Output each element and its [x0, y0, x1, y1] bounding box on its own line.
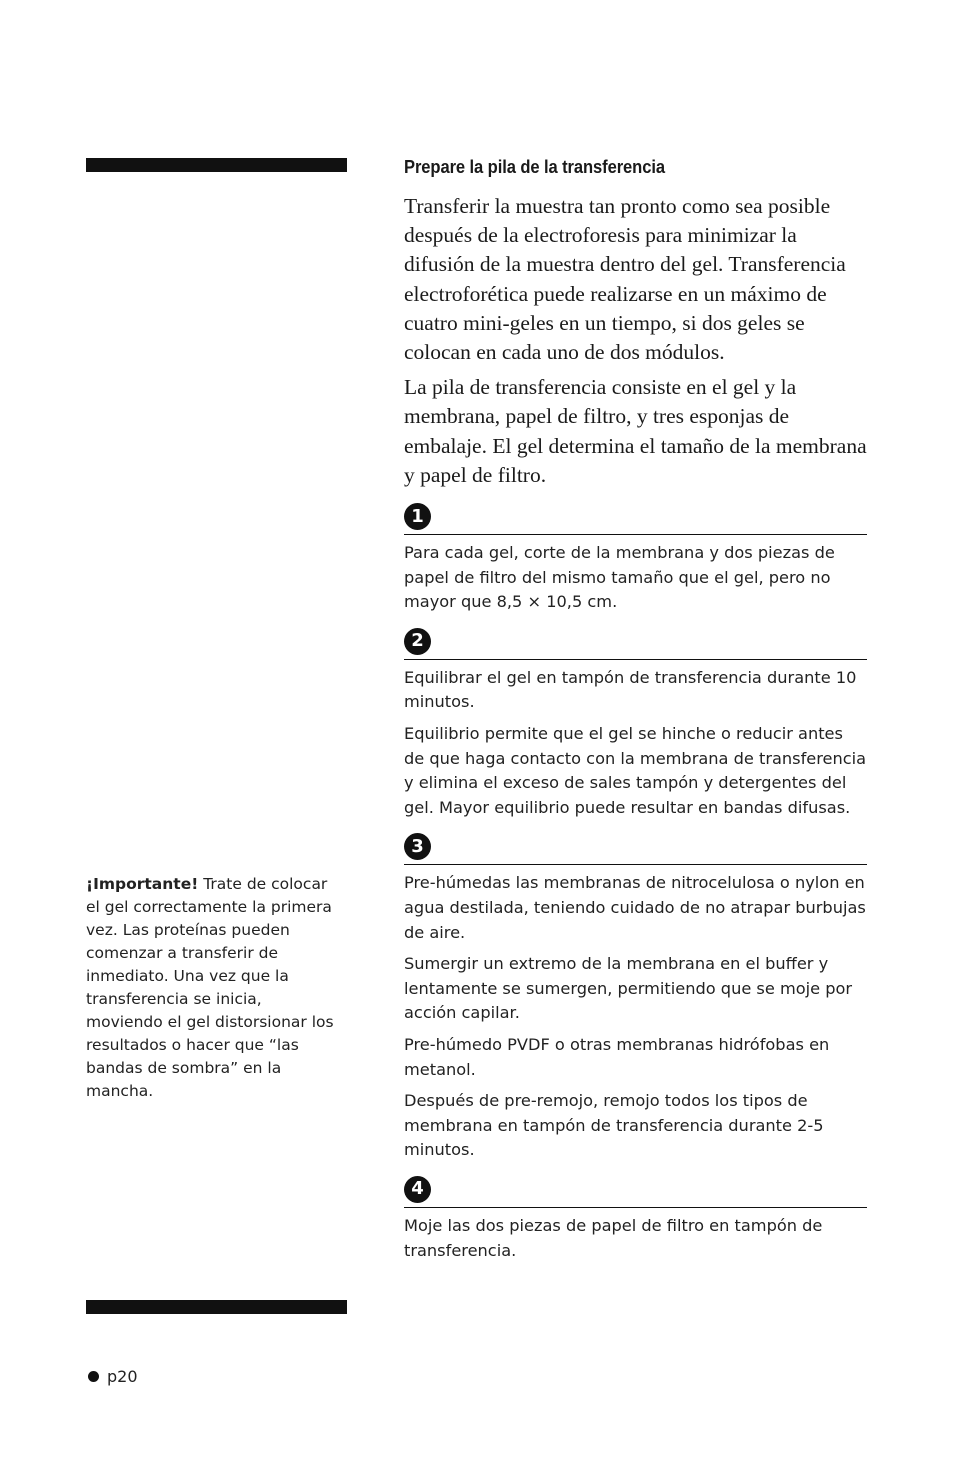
step-1: [404, 500, 867, 615]
main-content: [404, 154, 867, 1263]
step-body: [404, 871, 867, 1163]
important-label: ¡Importante!: [86, 875, 199, 893]
step-number-badge: 1: [404, 503, 431, 530]
step-paragraph: Sumergir un extremo de la membrana en el buffer y lentamente se sumergen, permitiendo que se moje por acción capilar.: [404, 954, 853, 1023]
step-4: [404, 1173, 867, 1263]
step-header: [404, 500, 867, 535]
step-paragraph: Equilibrar el gel en tampón de transferencia durante 10 minutos.: [404, 667, 857, 712]
step-paragraph: Pre-húmedo PVDF o otras membranas hidrófobas en metanol.: [404, 1034, 830, 1079]
step-header: [404, 625, 867, 660]
step-body: [404, 666, 867, 821]
important-text: Trate de colocar el gel correctamente la primera vez. Las proteínas pueden comenzar a transferir de inmediato. Una vez que la transferencia se inicia, moviendo el gel distorsionar los resultados o hacer que “las bandas de sombra” en la mancha.: [86, 875, 334, 1100]
step-number-badge: 3: [404, 833, 431, 860]
step-paragraph: Equilibrio permite que el gel se hinche o reducir antes de que haga contacto con la membrana de transferencia y elimina el exceso de sales tampón y detergentes del gel. Mayor equilibrio puede resultar en bandas difusas.: [404, 724, 867, 817]
step-number-badge: 2: [404, 628, 431, 655]
step-2: [404, 625, 867, 821]
sidebar-rule-bottom: [86, 1300, 347, 1314]
step-paragraph: Pre-húmedas las membranas de nitrocelulosa o nylon en agua destilada, teniendo cuidado de no atrapar burbujas de aire.: [404, 873, 866, 942]
step-paragraph: Moje las dos piezas de papel de filtro en tampón de transferencia.: [404, 1215, 823, 1260]
page-footer: [88, 1367, 138, 1386]
intro-paragraph-1: Transferir la muestra tan pronto como sea posible después de la electroforesis para minimizar la difusión de la muestra dentro del gel. Transferencia electroforética puede realizarse en un máximo de cuatro mini-geles en un tiempo, si dos geles se colocan en cada uno de dos módulos.: [404, 194, 846, 365]
section-heading: Prepare la pila de la transferencia: [404, 157, 665, 177]
intro-paragraph-2: La pila de transferencia consiste en el gel y la membrana, papel de filtro, y tres esponjas de embalaje. El gel determina el tamaño de la membrana y papel de filtro.: [404, 375, 867, 487]
bullet-dot-icon: [88, 1371, 99, 1382]
step-paragraph: Para cada gel, corte de la membrana y dos piezas de papel de filtro del mismo tamaño que el gel, pero no mayor que 8,5 × 10,5 cm.: [404, 543, 835, 612]
page-number: p20: [107, 1367, 138, 1386]
step-paragraph: Después de pre-remojo, remojo todos los tipos de membrana en tampón de transferencia durante 2-5 minutos.: [404, 1091, 824, 1160]
step-number-badge: 4: [404, 1176, 431, 1203]
sidebar-rule-top: [86, 158, 347, 172]
step-header: [404, 830, 867, 865]
step-body: [404, 1214, 867, 1263]
important-note: [86, 873, 338, 1103]
step-header: [404, 1173, 867, 1208]
step-body: [404, 541, 867, 615]
step-3: [404, 830, 867, 1163]
